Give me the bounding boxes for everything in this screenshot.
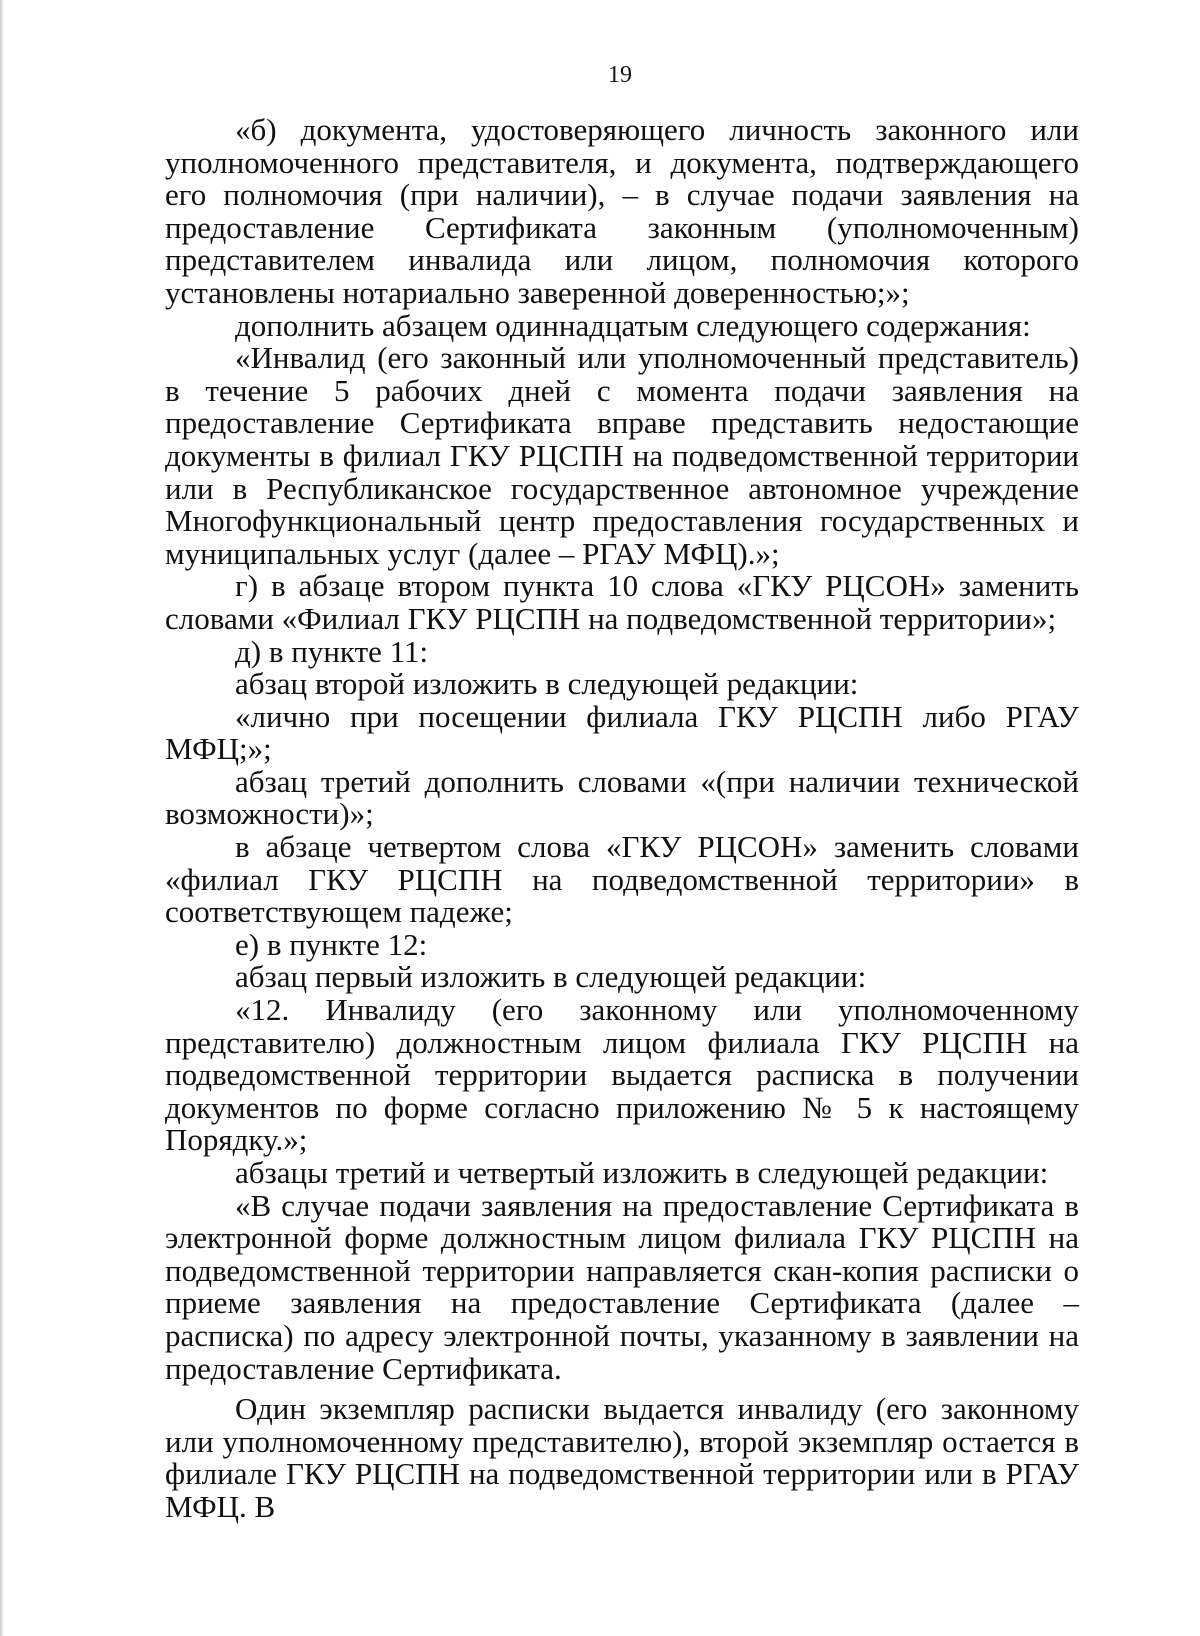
paragraph-e-item: е) в пункте 12:	[235, 926, 428, 962]
paragraph-fourth-abzac: в абзаце четвертом слова «ГКУ РЦСОН» заменить словами «филиал ГКУ РЦСПН на подведомственной территории» в соответствующем падеже;	[165, 829, 1079, 930]
paragraph-personal-visit: «лично при посещении филиала ГКУ РЦСПН либо РГАУ МФЦ;»;	[165, 698, 1079, 767]
paragraph-receipt-copy: Один экземпляр расписки выдается инвалиду (его законному или уполномоченному представителю), второй экземпляр остается в филиале ГКУ РЦСПН на подведомственной территории или в РГАУ МФЦ. В	[165, 1391, 1079, 1524]
paragraph-first-abzac: абзац первый изложить в следующей редакции:	[235, 959, 867, 995]
paragraph-second-abzac: абзац второй изложить в следующей редакции:	[235, 666, 859, 702]
paragraph-b-item: «б) документа, удостоверяющего личность законного или уполномоченного представителя, и документа, подтверждающего его полномочия (при наличии), – в случае подачи заявления на предоставление Сертификата законным (уполномоченным) представителем инвалида или лицом, полномочия которого установлены нотариально заверенной доверенностью;»;	[165, 112, 1079, 310]
paragraph-g-item: г) в абзаце втором пункта 10 слова «ГКУ РЦСОН» заменить словами «Филиал ГКУ РЦСПН на подведомственной территории»;	[165, 568, 1079, 636]
page-number: 19	[608, 62, 632, 88]
paragraph-third-fourth: абзацы третий и четвертый изложить в следующей редакции:	[235, 1155, 1049, 1190]
paragraph-invalid-rights: «Инвалид (его законный или уполномоченный представитель) в течение 5 рабочих дней с момента подачи заявления на предоставление Сертификата вправе представить недостающие документы в филиал ГКУ РЦСПН на подведомственной территории или в Республиканское государственное автономное учреждение Многофункциональный центр предоставления государственных и муниципальных услуг (далее – РГАУ МФЦ).»;	[165, 340, 1079, 571]
paragraph-add-eleventh: дополнить абзацем одиннадцатым следующего содержания:	[235, 307, 1031, 343]
paragraph-item-12: «12. Инвалиду (его законному или уполномоченному представителю) должностным лицом филиала ГКУ РЦСПН на подведомственной территории выдается расписка в получении документов по форме согласно приложению № 5 к настоящему Порядку.»;	[165, 992, 1079, 1158]
paragraph-electronic-form: «В случае подачи заявления на предоставление Сертификата в электронной форме должностным лицом филиала ГКУ РЦСПН на подведомственной территории направляется скан-копия расписки о приеме заявления на предоставление Сертификата (далее – расписка) по адресу электронной почты, указанному в заявлении на предоставление Сертификата.	[165, 1187, 1079, 1386]
scan-edge	[0, 0, 4, 1636]
paragraph-d-item: д) в пункте 11:	[235, 633, 429, 669]
paragraph-third-abzac: абзац третий дополнить словами «(при наличии технической возможности)»;	[165, 763, 1079, 832]
document-body	[165, 114, 1079, 1524]
